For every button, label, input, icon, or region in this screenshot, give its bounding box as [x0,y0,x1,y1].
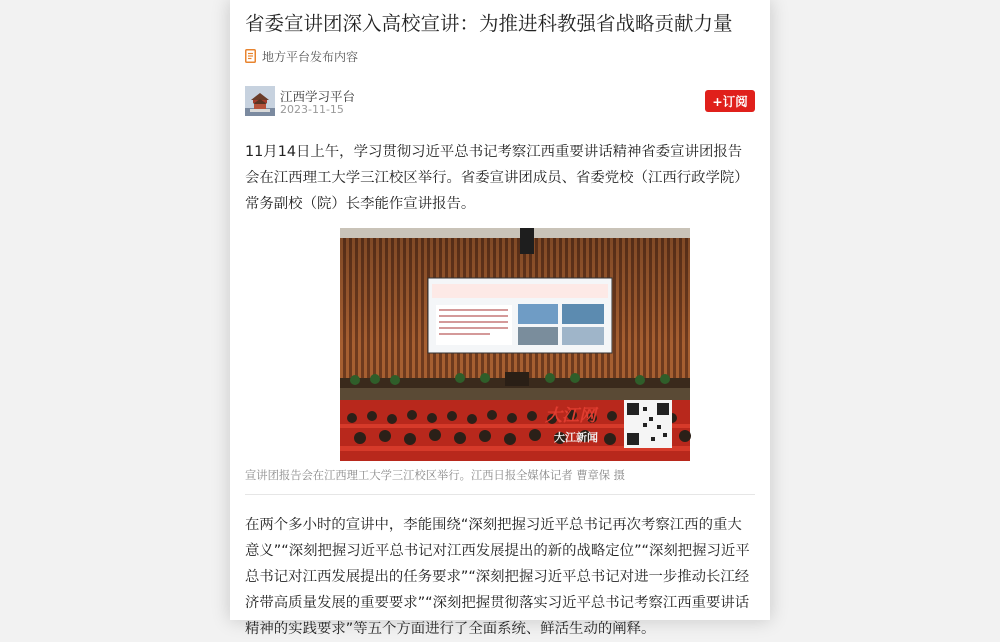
author-avatar[interactable] [245,86,275,116]
divider [245,494,755,495]
watermark-logo: 大江网 [545,406,596,426]
watermark-brand: 大江新闻 [554,431,598,444]
image-caption: 宣讲团报告会在江西理工大学三江校区举行。江西日报全媒体记者 曹章保 摄 [245,469,625,482]
publish-date: 2023-11-15 [280,103,344,116]
article-paragraph: 11月14日上午，学习贯彻习近平总书记考察江西重要讲话精神省委宣讲团报告会在江西理工大学三江校区举行。省委宣讲团成员、省委党校（江西行政学院）常务副校（院）长李能作宣讲报告。 [245,144,749,212]
source-row [245,47,358,65]
document-icon [245,49,256,63]
article-title: 省委宣讲团深入高校宣讲：为推进科教强省战略贡献力量 [245,12,733,35]
article-page [230,0,770,637]
author-name[interactable]: 江西学习平台 [280,89,356,104]
subscribe-button[interactable]: +订阅 [705,90,755,112]
article-paragraph: 在两个多小时的宣讲中，李能围绕“深刻把握习近平总书记再次考察江西的重大意义”“深刻把握习近平总书记对江西发展提出的新的战略定位”“深刻把握习近平总书记对江西发展提出的任务要求”“深刻把握习近平总书记对进一步推动长江经济带高质量发展的重要要求”“深刻把握贯彻落实习近平总书记考察江西重要讲话精神的实践要求”等五个方面进行了全面系统、鲜活生动的阐释。 [245,517,750,637]
author-row [245,86,755,118]
article-photo[interactable] [340,228,690,461]
source-label: 地方平台发布内容 [262,49,359,64]
